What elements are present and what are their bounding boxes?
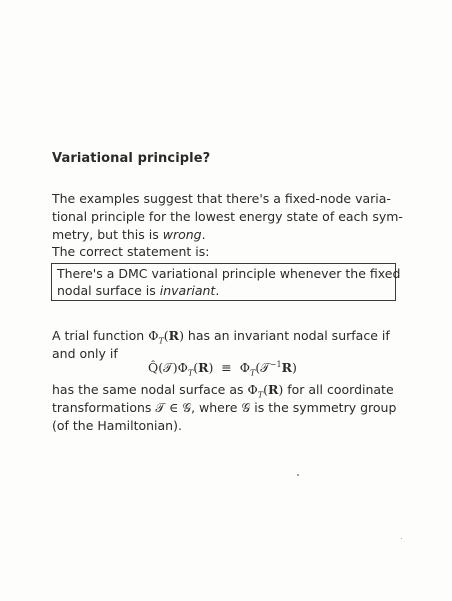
- paragraph-line: [52, 327, 390, 345]
- paragraph-line: [52, 399, 396, 417]
- text-span: , where: [191, 400, 242, 415]
- scan-speck: [297, 474, 299, 476]
- bold-r: R: [281, 360, 292, 375]
- phi-symbol: Φ: [247, 382, 258, 397]
- paren: ): [172, 360, 178, 375]
- text-span: has an invariant nodal surface if: [183, 328, 390, 343]
- g-symbol: 𝒢: [241, 400, 251, 415]
- equiv-symbol: ≡: [221, 360, 232, 375]
- paragraph-examples: [52, 190, 403, 244]
- t-symbol: 𝒯: [155, 400, 165, 415]
- text-span: has the same nodal surface as: [52, 382, 248, 397]
- bold-r: R: [267, 382, 279, 397]
- paragraph-nodal-surface: [52, 381, 396, 435]
- text-span: nodal surface is: [57, 283, 160, 298]
- paragraph-line: tional principle for the lowest energy state of each sym-: [52, 209, 403, 224]
- text-span: transformations: [52, 400, 156, 415]
- slide-title: Variational principle?: [52, 151, 211, 166]
- subscript-t: T: [257, 390, 264, 400]
- math-t-in-g: [155, 400, 191, 415]
- text-span: .: [215, 283, 220, 298]
- g-symbol: 𝒢: [182, 400, 192, 415]
- phi-symbol: Φ: [148, 328, 159, 343]
- element-of-symbol: ∈: [168, 400, 179, 415]
- paragraph-line: [52, 226, 403, 244]
- boxed-statement: [51, 263, 401, 301]
- scan-speck: [401, 538, 402, 539]
- phi-symbol: Φ: [177, 360, 188, 375]
- bold-r: R: [198, 360, 209, 375]
- emphasis-wrong: wrong: [162, 227, 202, 242]
- text-span: for all coordinate: [283, 382, 394, 397]
- paragraph-correct-statement: The correct statement is:: [52, 244, 210, 259]
- text-span: A trial function: [52, 328, 149, 343]
- boxed-line: There's a DMC variational principle whenever the fixed: [57, 266, 401, 281]
- paragraph-trial-function: [52, 327, 390, 363]
- paragraph-line: [52, 381, 396, 399]
- math-phi-t-r: $\Phi_T(R)$: [247, 382, 284, 400]
- q-hat-operator: Q̂(: [148, 360, 164, 375]
- paragraph-line: (of the Hamiltonian).: [52, 418, 182, 433]
- phi-symbol: Φ: [239, 360, 250, 375]
- inverse-superscript: −1: [269, 359, 282, 369]
- math-phi-t-r: $\Phi_T(R)$: [148, 328, 184, 346]
- paragraph-line: The examples suggest that there's a fixed-node varia-: [52, 191, 391, 206]
- text-span: metry, but this is: [52, 227, 163, 242]
- subscript-t: T: [249, 368, 256, 378]
- boxed-line: [57, 282, 395, 299]
- text-span: is the symmetry group: [250, 400, 397, 415]
- symmetry-equation: $Q̂(𝒯)\Phi_T(R)$ ≡ $\Phi_T(𝒯^{-1}R)$: [148, 359, 297, 378]
- t-symbol: 𝒯: [163, 360, 173, 375]
- bold-r: R: [168, 328, 180, 343]
- t-symbol: 𝒯: [260, 360, 270, 375]
- paragraph-line: and only if: [52, 346, 118, 361]
- subscript-t: T: [158, 336, 164, 346]
- emphasis-invariant: invariant: [159, 283, 216, 298]
- subscript-t: T: [187, 368, 194, 378]
- text-span: .: [201, 227, 206, 242]
